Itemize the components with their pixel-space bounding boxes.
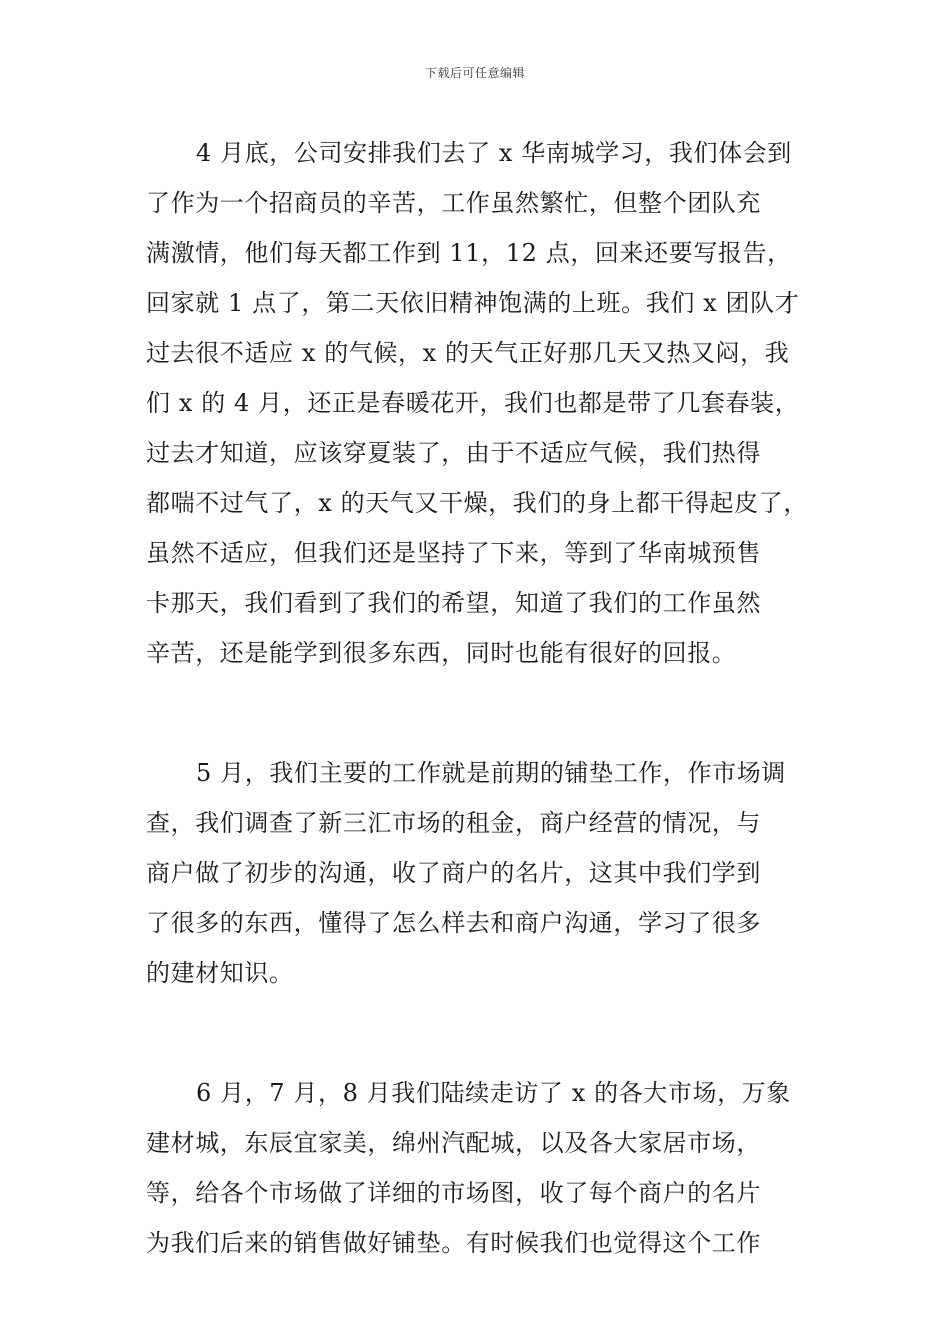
text-line: 卡那天，我们看到了我们的希望，知道了我们的工作虽然	[146, 589, 761, 617]
paragraph-april	[146, 128, 826, 678]
document-body	[146, 128, 826, 1268]
text-line: 满激情，他们每天都工作到 11，12 点，回来还要写报告，	[146, 239, 792, 267]
text-line: 5 月，我们主要的工作就是前期的铺垫工作，作市场调	[196, 759, 786, 787]
text-line: 商户做了初步的沟通，收了商户的名片，这其中我们学到	[146, 859, 761, 887]
text-line: 过去很不适应 x 的气候，x 的天气正好那几天又热又闷，我	[146, 339, 790, 367]
text-line: 过去才知道，应该穿夏装了，由于不适应气候，我们热得	[146, 439, 761, 467]
paragraph-spacer	[146, 998, 826, 1068]
text-line: 虽然不适应，但我们还是坚持了下来，等到了华南城预售	[146, 539, 761, 567]
text-line: 了作为一个招商员的辛苦，工作虽然繁忙，但整个团队充	[146, 189, 761, 217]
text-line: 们 x 的 4 月，还正是春暖花开，我们也都是带了几套春装，	[146, 389, 800, 417]
text-line: 4 月底，公司安排我们去了 x 华南城学习，我们体会到	[196, 139, 792, 167]
text-line: 了很多的东西，懂得了怎么样去和商户沟通，学习了很多	[146, 909, 761, 937]
paragraph-june-august	[146, 1068, 826, 1268]
paragraph-may	[146, 748, 826, 998]
page-header: 下载后可任意编辑	[424, 66, 525, 80]
text-line: 都喘不过气了，x 的天气又干燥，我们的身上都干得起皮了，	[146, 489, 808, 517]
text-line: 辛苦，还是能学到很多东西，同时也能有很好的回报。	[146, 639, 737, 667]
text-line: 建材城，东辰宜家美，绵州汽配城，以及各大家居市场，	[146, 1129, 761, 1157]
text-line: 等，给各个市场做了详细的市场图，收了每个商户的名片	[146, 1179, 761, 1207]
text-line: 的建材知识。	[146, 959, 294, 987]
text-line: 查，我们调查了新三汇市场的租金，商户经营的情况，与	[146, 809, 761, 837]
text-line: 为我们后来的销售做好铺垫。有时候我们也觉得这个工作	[146, 1229, 761, 1257]
text-line: 6 月，7 月，8 月我们陆续走访了 x 的各大市场，万象	[196, 1079, 791, 1107]
paragraph-spacer	[146, 678, 826, 748]
text-line: 回家就 1 点了，第二天依旧精神饱满的上班。我们 x 团队才	[146, 289, 800, 317]
